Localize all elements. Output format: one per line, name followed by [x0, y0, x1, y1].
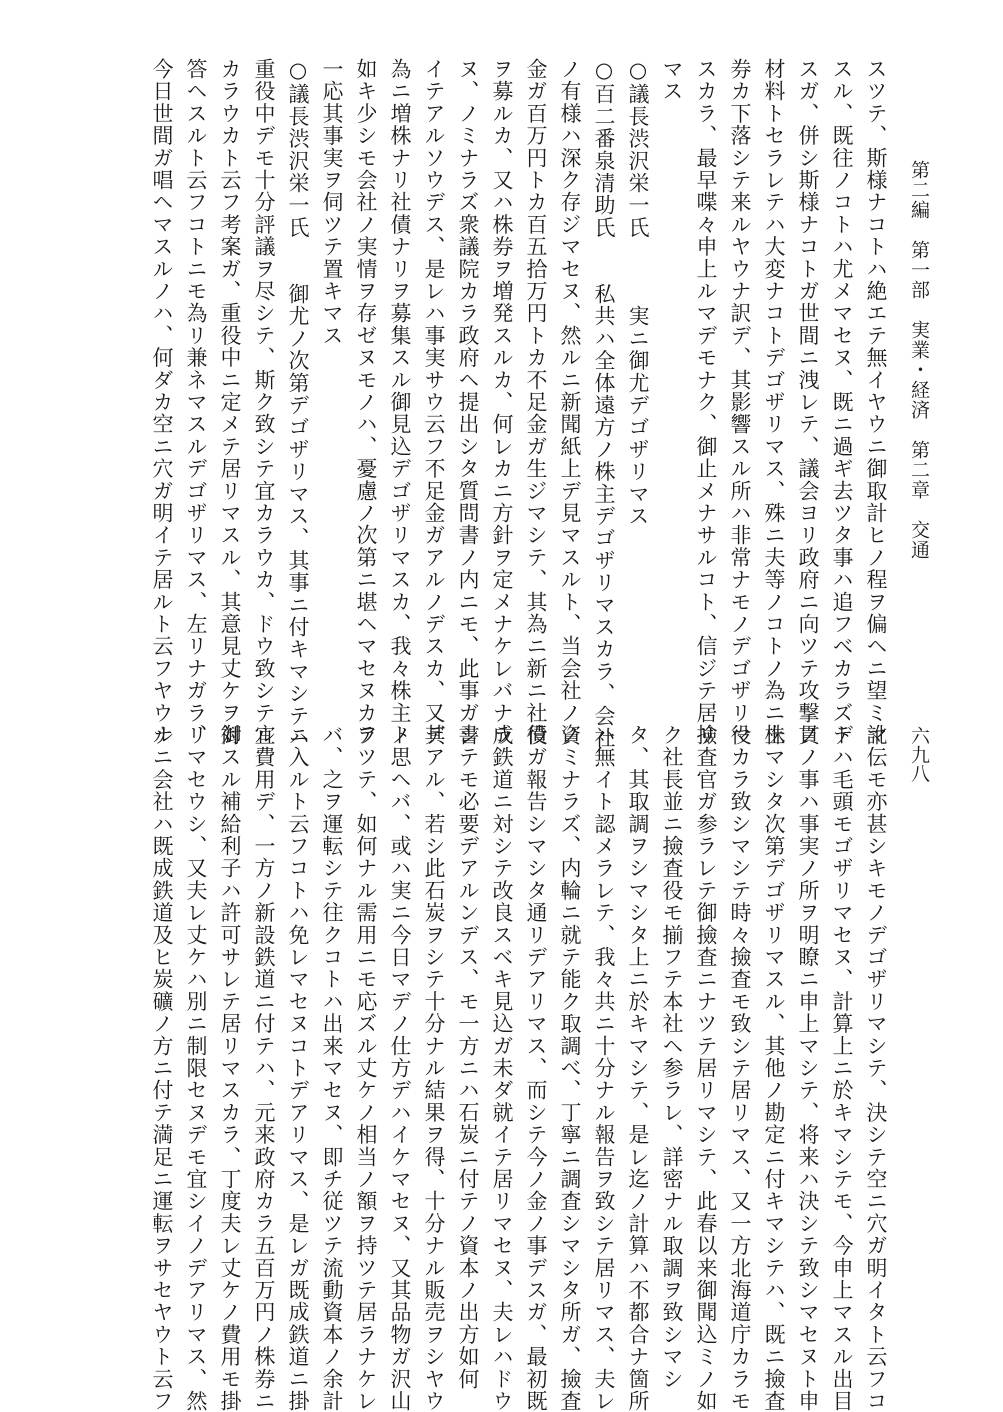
text-line: スカラ、最早喋々申上ルマデモナク、御止メナサルコト、信ジテ居リ [694, 58, 718, 747]
text-line: トハ毛頭モゴザリマセヌ、計算上ニ於キマシテモ、今申上マスル出目 [830, 724, 854, 1412]
text-line: ノ有様ハ深ク存ジマセヌ、然ルニ新聞紙上デ見マスルト、当会社ノ資 [558, 58, 582, 747]
text-line: スツテ、斯様ナコトハ絶エテ無イヤウニ御取計ヒノ程ヲ偏ヘニ望ミマ [864, 58, 888, 747]
text-line: 重役中デモ十分評議ヲ尽シテ、斯ク致シテ宜カラウカ、ドウ致シテ宜 [252, 58, 276, 747]
text-line: マス [660, 58, 684, 103]
text-line: タ、其取調ヲシマシタ上ニ於キマシテ、是レ迄ノ計算ハ不都合ナ箇所 [626, 724, 650, 1412]
text-line: 訛伝モ亦甚シキモノデゴザリマシテ、決シテ空ニ穴ガ明イタト云フコ [864, 724, 888, 1412]
text-line: カラウカト云フ考案ガ、重役中ニ定メテ居リマスル、其意見丈ケヲ御 [218, 58, 242, 747]
upper-text-block [145, 58, 893, 750]
text-line: 成鉄道ニ対シテ改良スベキ見込ガ未ダ就イテ居リマセヌ、夫レハドウ [490, 724, 514, 1412]
text-line: 材料トセラレテハ大変ナコトデゴザリマス、殊ニ夫等ノコトノ為ニ株 [762, 58, 786, 747]
text-line: ニ入ルト云フコトハ免レマセヌコトデアリマス、是レガ既成鉄道ニ掛 [286, 724, 310, 1412]
text-line: ヲ募ルカ、又ハ株券ヲ増発スルカ、何レカニ方針ヲ定メナケレバナラ [490, 58, 514, 747]
speaker-line: ○議長渋沢栄一氏 御尤ノ次第デゴザリマス、其事ニ付キマシテハ [286, 58, 310, 750]
text-line: 貫ノ事ハ事実ノ所ヲ明瞭ニ申上マシテ、将来ハ決シテ致シマセヌト申 [796, 724, 820, 1412]
text-line: バ、之ヲ運転シテ往クコトハ出来マセヌ、即チ従ツテ流動資本ノ余計 [320, 724, 344, 1412]
text-line: デアル、若シ此石炭ヲシテ十分ナル結果ヲ得、十分ナル販売ヲシヤウ [422, 724, 446, 1412]
text-line: ト思ヘバ、或ハ実ニ今日マデノ仕方デハイケマセヌ、又其品物ガ沢山 [388, 724, 412, 1412]
text-line: ヌ、ノミナラズ衆議院カラ政府ヘ提出シタ質問書ノ内ニモ、此事ガ書 [456, 58, 480, 747]
text-line: 一応其事実ヲ伺ツテ置キマス [320, 58, 344, 347]
running-header: 第二編 第一部 実業・経済 第二章 交通 [908, 160, 930, 560]
text-line: スル、既往ノコトハ尤メマセヌ、既ニ過ギ去ツタ事ハ追フベカラズデ [830, 58, 854, 747]
text-line: リマセウシ、又夫レ丈ケハ別ニ制限セヌデモ宜シイノデアリマス、然 [184, 724, 208, 1412]
text-line: イテアルソウデス、是レハ事実サウ云フ不足金ガアルノデスカ、又其 [422, 58, 446, 747]
text-line: ノミナラズ、内輪ニ就テ能ク取調べ、丁寧ニ調査シマシタ所ガ、撿査 [558, 724, 582, 1412]
text-line: 上マシタ次第デゴザリマスル、其他ノ勘定ニ付キマシテハ、既ニ撿査 [762, 724, 786, 1412]
speaker-line: ○議長渋沢栄一氏 実ニ御尤デゴザリマス [626, 58, 650, 528]
text-line: 撿査官ガ参ラレテ御撿査ニナツテ居リマシテ、此春以来御聞込ミノ如 [694, 724, 718, 1412]
speaker-line: ○百二番泉清助氏 私共ハ全体遠方ノ株主デゴザリマスカラ、会社 [592, 58, 616, 750]
text-line: 役ガ報告シマシタ通リデアリマス、而シテ今ノ金ノ事デスガ、最初既 [524, 724, 548, 1412]
text-line: ハ無イト認メラレテ、我々共ニ十分ナル報告ヲ致シテ居リマス、夫レ [592, 724, 616, 1412]
text-line: ルニ会社ハ既成鉄道及ヒ炭礦ノ方ニ付テ満足ニ運転ヲサセヤウト云フ [150, 724, 174, 1412]
text-line: シテモ必要デアルンデス、モ一方ニハ石炭ニ付テノ資本ノ出方如何 [456, 724, 480, 1390]
text-line: 答ヘスルト云フコトニモ為リ兼ネマスルデゴザリマス、左リナガラ、 [184, 58, 208, 747]
text-line: ク社長並ニ撿査役モ揃フテ本社ヘ参ラレ、詳密ナル取調ヲ致シマシ [660, 724, 684, 1390]
text-line: 役カラ致シマシテ時々撿査モ致シテ居リマス、又一方北海道庁カラモ [728, 724, 752, 1412]
text-line: 券カ下落シテ来ルヤウナ訳デ、其影響スル所ハ非常ナモノデゴザリマ [728, 58, 752, 747]
lower-text-block [145, 724, 893, 1412]
text-line: スガ、併シ斯様ナコトガ世間ニ洩レテ、議会ヨリ政府ニ向ツテ攻撃ノ [796, 58, 820, 747]
text-line: 今日世間ガ唱ヘマスルノハ、何ダカ空ニ穴ガ明イテ居ルト云フヤウナ [150, 58, 174, 747]
text-line: 対スル補給利子ハ許可サレテ居リマスカラ、丁度夫レ丈ケノ費用モ掛 [218, 724, 242, 1412]
page-number: 六九八 [908, 726, 930, 783]
text-line: ル費用デ、一方ノ新設鉄道ニ付テハ、元来政府カラ五百万円ノ株券ニ [252, 724, 276, 1412]
text-line: アツテ、如何ナル需用ニモ応ズル丈ケノ相当ノ額ヲ持ツテ居ラナケレ [354, 724, 378, 1412]
text-line: 如キ少シモ会社ノ実情ヲ存ゼヌモノハ、憂慮ノ次第ニ堪ヘマセヌカラ [354, 58, 378, 747]
text-line: 為ニ増株ナリ社債ナリヲ募集スル御見込デゴザリマスカ、我々株主ノ [388, 58, 412, 747]
text-line: 金ガ百万円トカ百五拾万円トカ不足金ガ生ジマシテ、其為ニ新ニ社債 [524, 58, 548, 747]
